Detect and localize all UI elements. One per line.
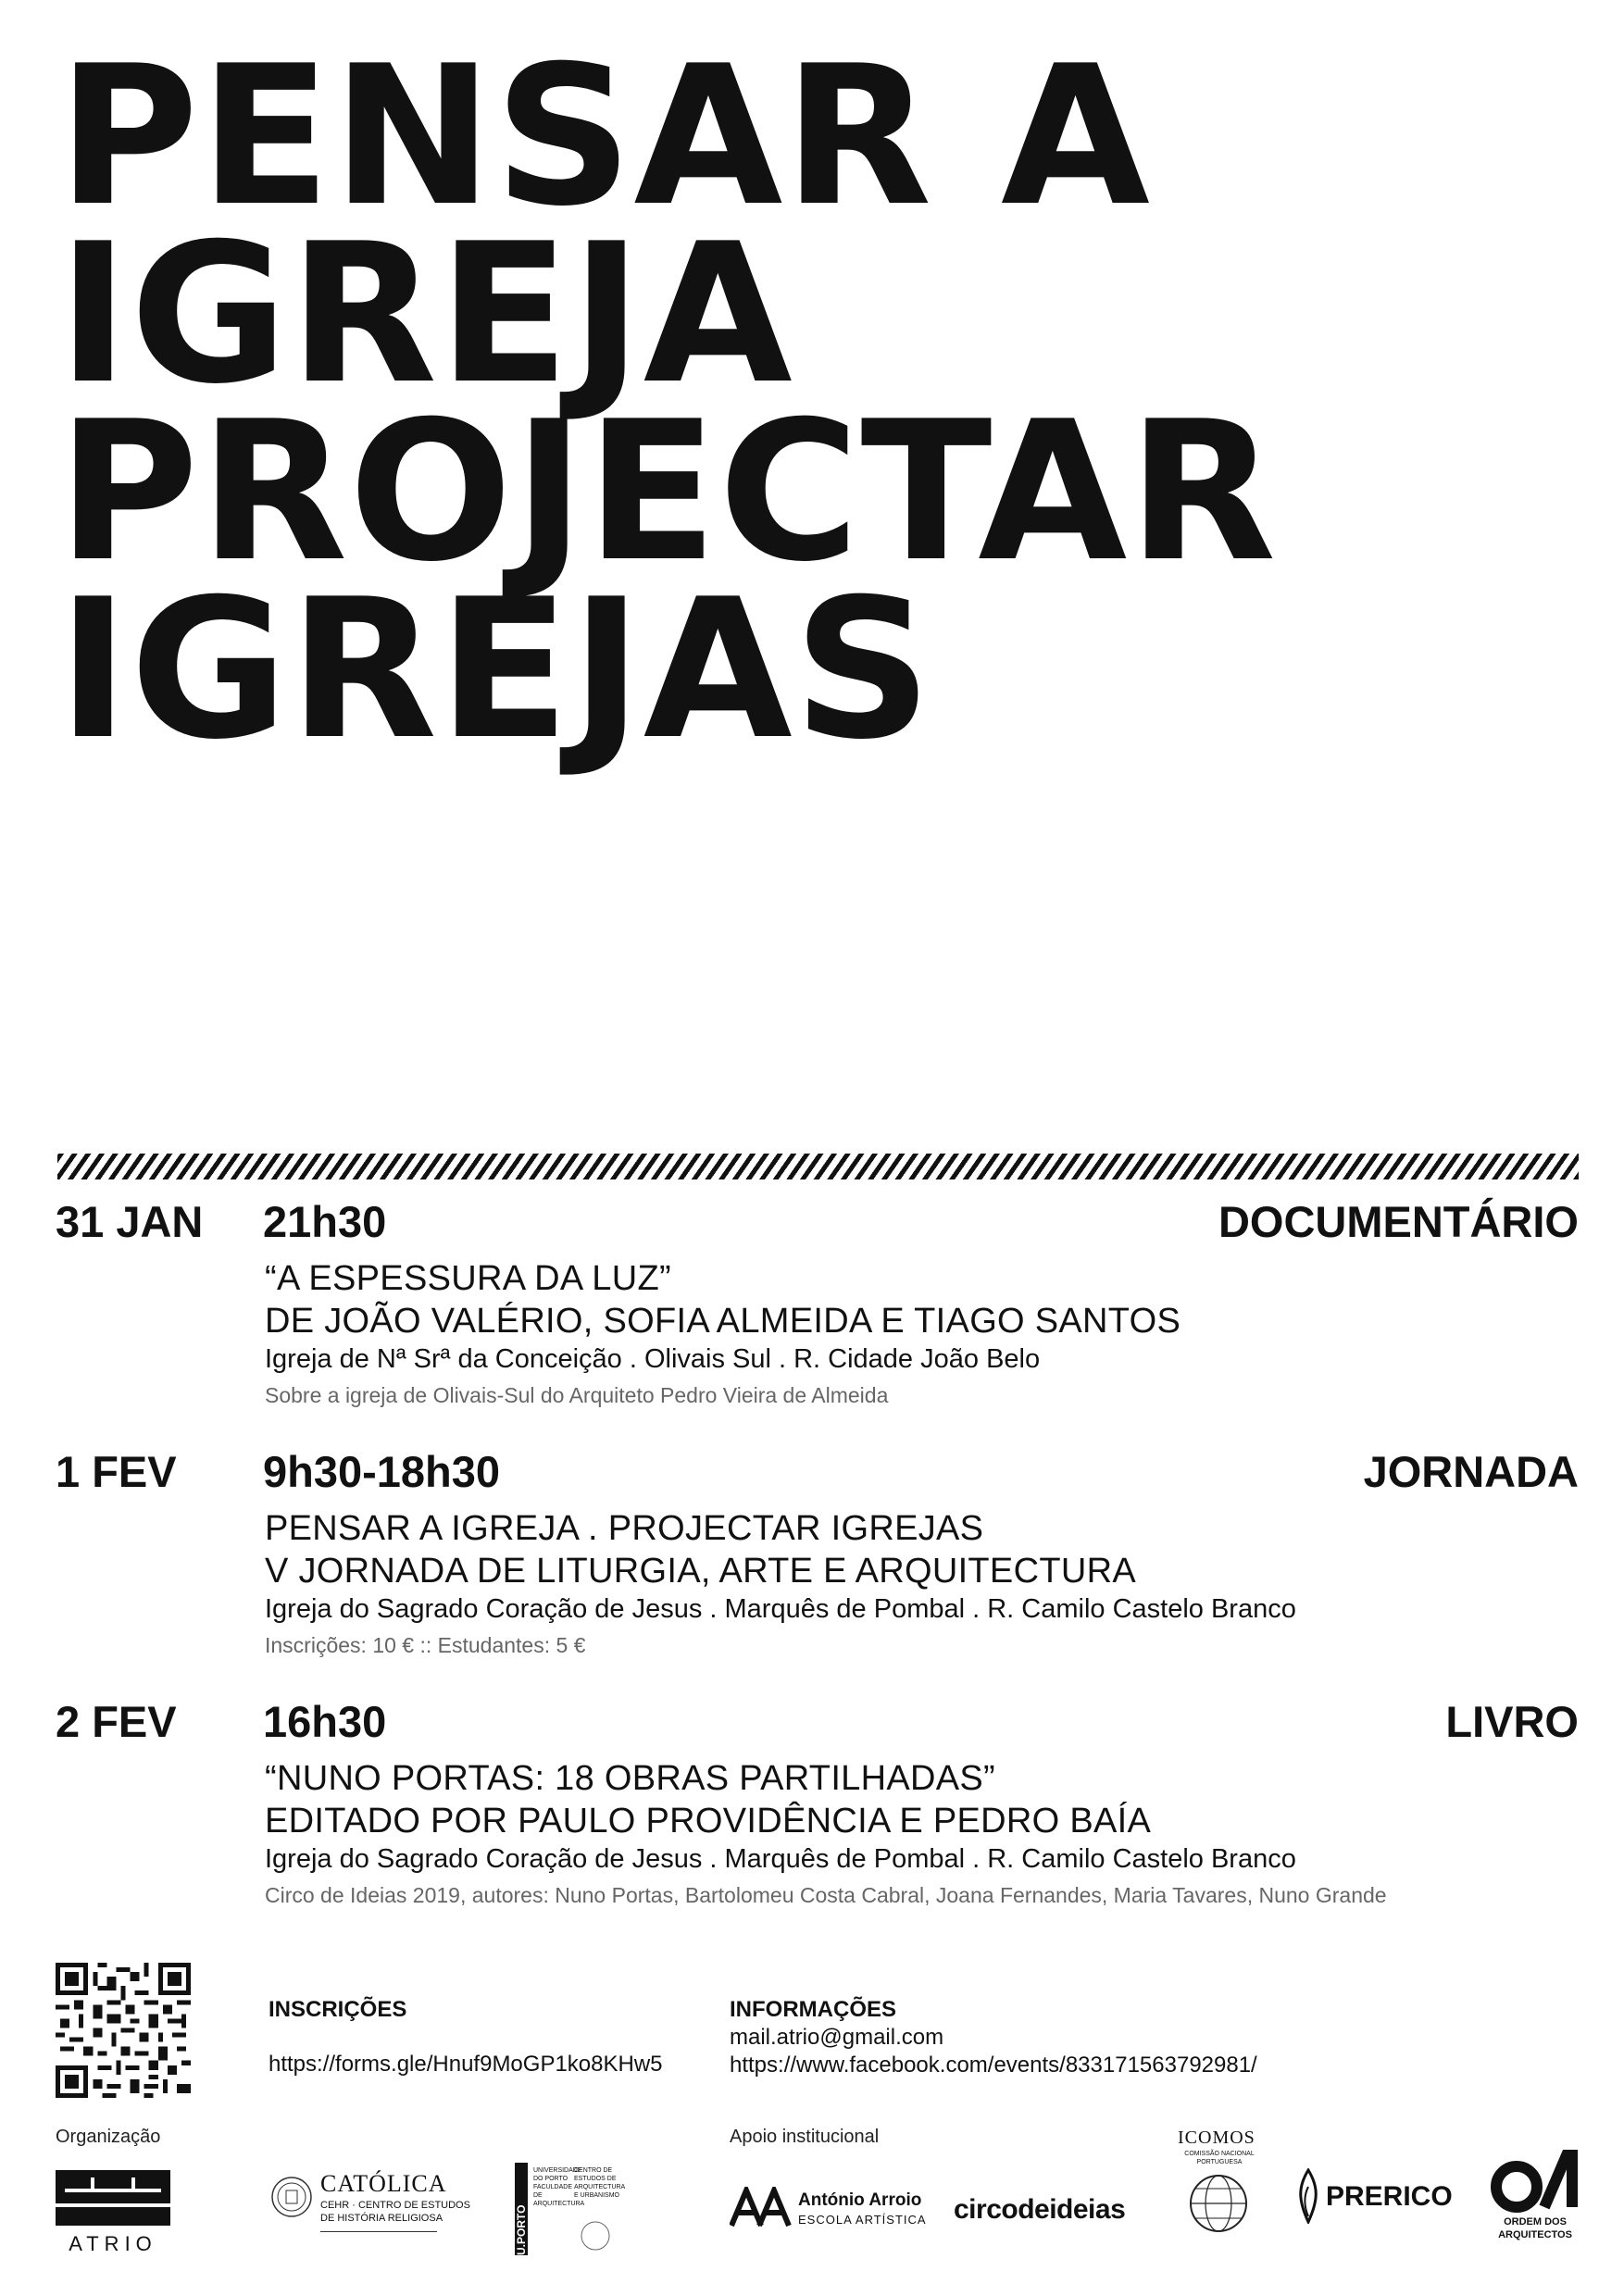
catolica-name: CATÓLICA — [320, 2170, 447, 2197]
oa-sub-1: ORDEM DOS — [1504, 2216, 1567, 2227]
event-subtitle: EDITADO POR PAULO PROVIDÊNCIA E PEDRO BAÍA — [265, 1802, 1152, 1841]
event-date: 1 FEV — [56, 1447, 177, 1496]
event-date: 2 FEV — [56, 1697, 177, 1746]
icomos-name: ICOMOS — [1178, 2128, 1255, 2148]
title-line-1: PENSAR A — [57, 25, 1151, 249]
event-subtitle: DE JOÃO VALÉRIO, SOFIA ALMEIDA E TIAGO SANTOS — [265, 1302, 1181, 1341]
event-note: Inscrições: 10 € :: Estudantes: 5 € — [265, 1633, 586, 1657]
event-venue: Igreja de Nª Srª da Conceição . Olivais Sul . R. Cidade João Belo — [265, 1344, 1041, 1374]
information-label: INFORMAÇÕES — [730, 1997, 896, 2022]
ceau-sub: CENTRO DE ESTUDOS DE ARQUITECTURA E URBANISMO — [574, 2167, 625, 2199]
uporto-mark: U.PORTO — [515, 2204, 528, 2255]
event-time: 16h30 — [263, 1697, 387, 1746]
prerico-logo — [1294, 2165, 1461, 2229]
icomos-sub: COMISSÃO NACIONAL PORTUGUESA — [1184, 2151, 1255, 2165]
uporto-logo — [515, 2163, 626, 2255]
event-note: Sobre a igreja de Olivais-Sul do Arquiteto Pedro Vieira de Almeida — [265, 1383, 889, 1407]
event-venue: Igreja do Sagrado Coração de Jesus . Marquês de Pombal . R. Camilo Castelo Branco — [265, 1594, 1296, 1624]
atrio-logo-text: ATRIO — [69, 2232, 157, 2255]
organization-label: Organização — [56, 2127, 161, 2147]
antonio-arroio-logo — [730, 2185, 927, 2231]
catolica-sub-1: CEHR · CENTRO DE ESTUDOS — [320, 2200, 470, 2211]
title-line-3: PROJECTAR — [57, 381, 1278, 605]
event-title: “NUNO PORTAS: 18 OBRAS PARTILHADAS” — [265, 1759, 995, 1798]
information-email[interactable]: mail.atrio@gmail.com — [730, 2025, 944, 2050]
oa-sub-2: ARQUITECTOS — [1498, 2229, 1572, 2240]
qr-code[interactable] — [56, 1963, 191, 2098]
event-note: Circo de Ideias 2019, autores: Nuno Portas, Bartolomeu Costa Cabral, Joana Fernandes, Maria Tavares, Nuno Grande — [265, 1883, 1387, 1907]
event-type: LIVRO — [1445, 1697, 1579, 1746]
arroio-name: António Arroio — [798, 2190, 922, 2210]
event-venue: Igreja do Sagrado Coração de Jesus . Marquês de Pombal . R. Camilo Castelo Branco — [265, 1844, 1296, 1874]
event-title: PENSAR A IGREJA . PROJECTAR IGREJAS — [265, 1509, 984, 1548]
catolica-sub-2: DE HISTÓRIA RELIGIOSA — [320, 2213, 443, 2224]
hatched-divider — [57, 1154, 1579, 1179]
oa-mark-icon — [1491, 2150, 1580, 2215]
uporto-sub: UNIVERSIDADE DO PORTO FACULDADE DE ARQUITECTURA — [533, 2167, 585, 2207]
atrio-logo — [56, 2170, 170, 2255]
arroio-sub: ESCOLA ARTÍSTICA — [798, 2213, 927, 2227]
title-line-4: IGREJAS — [57, 558, 933, 782]
event-subtitle: V JORNADA DE LITURGIA, ARTE E ARQUITECTURA — [265, 1552, 1136, 1591]
ordem-dos-arquitectos-logo — [1491, 2150, 1580, 2252]
catolica-logo — [270, 2170, 470, 2253]
event-time: 9h30-18h30 — [263, 1447, 501, 1496]
title-line-2: IGREJA — [57, 203, 793, 427]
registration-link[interactable]: https://forms.gle/Hnuf9MoGP1ko8KHw5 — [269, 2052, 663, 2077]
event-title: “A ESPESSURA DA LUZ” — [265, 1259, 671, 1298]
event-time: 21h30 — [263, 1197, 387, 1246]
event-date: 31 JAN — [56, 1197, 204, 1246]
circo-de-ideias-logo: circodeideias — [954, 2194, 1126, 2225]
prerico-name: PRERICO — [1326, 2181, 1453, 2212]
prerico-flame-icon — [1294, 2168, 1322, 2224]
poster-title — [57, 25, 1278, 782]
ceau-circle-icon — [580, 2220, 611, 2252]
arroio-mark-icon — [730, 2187, 793, 2227]
atrio-logo-mark — [56, 2170, 170, 2226]
event-type: DOCUMENTÁRIO — [1218, 1197, 1579, 1246]
event-type: JORNADA — [1363, 1447, 1579, 1496]
icomos-logo — [1174, 2128, 1267, 2239]
registration-label: INSCRIÇÕES — [269, 1997, 407, 2022]
support-label: Apoio institucional — [730, 2127, 880, 2147]
catolica-seal-icon — [270, 2176, 313, 2218]
information-facebook-link[interactable]: https://www.facebook.com/events/833171563792981/ — [730, 2053, 1257, 2078]
catolica-rule — [320, 2231, 437, 2232]
icomos-globe-icon — [1181, 2170, 1255, 2235]
